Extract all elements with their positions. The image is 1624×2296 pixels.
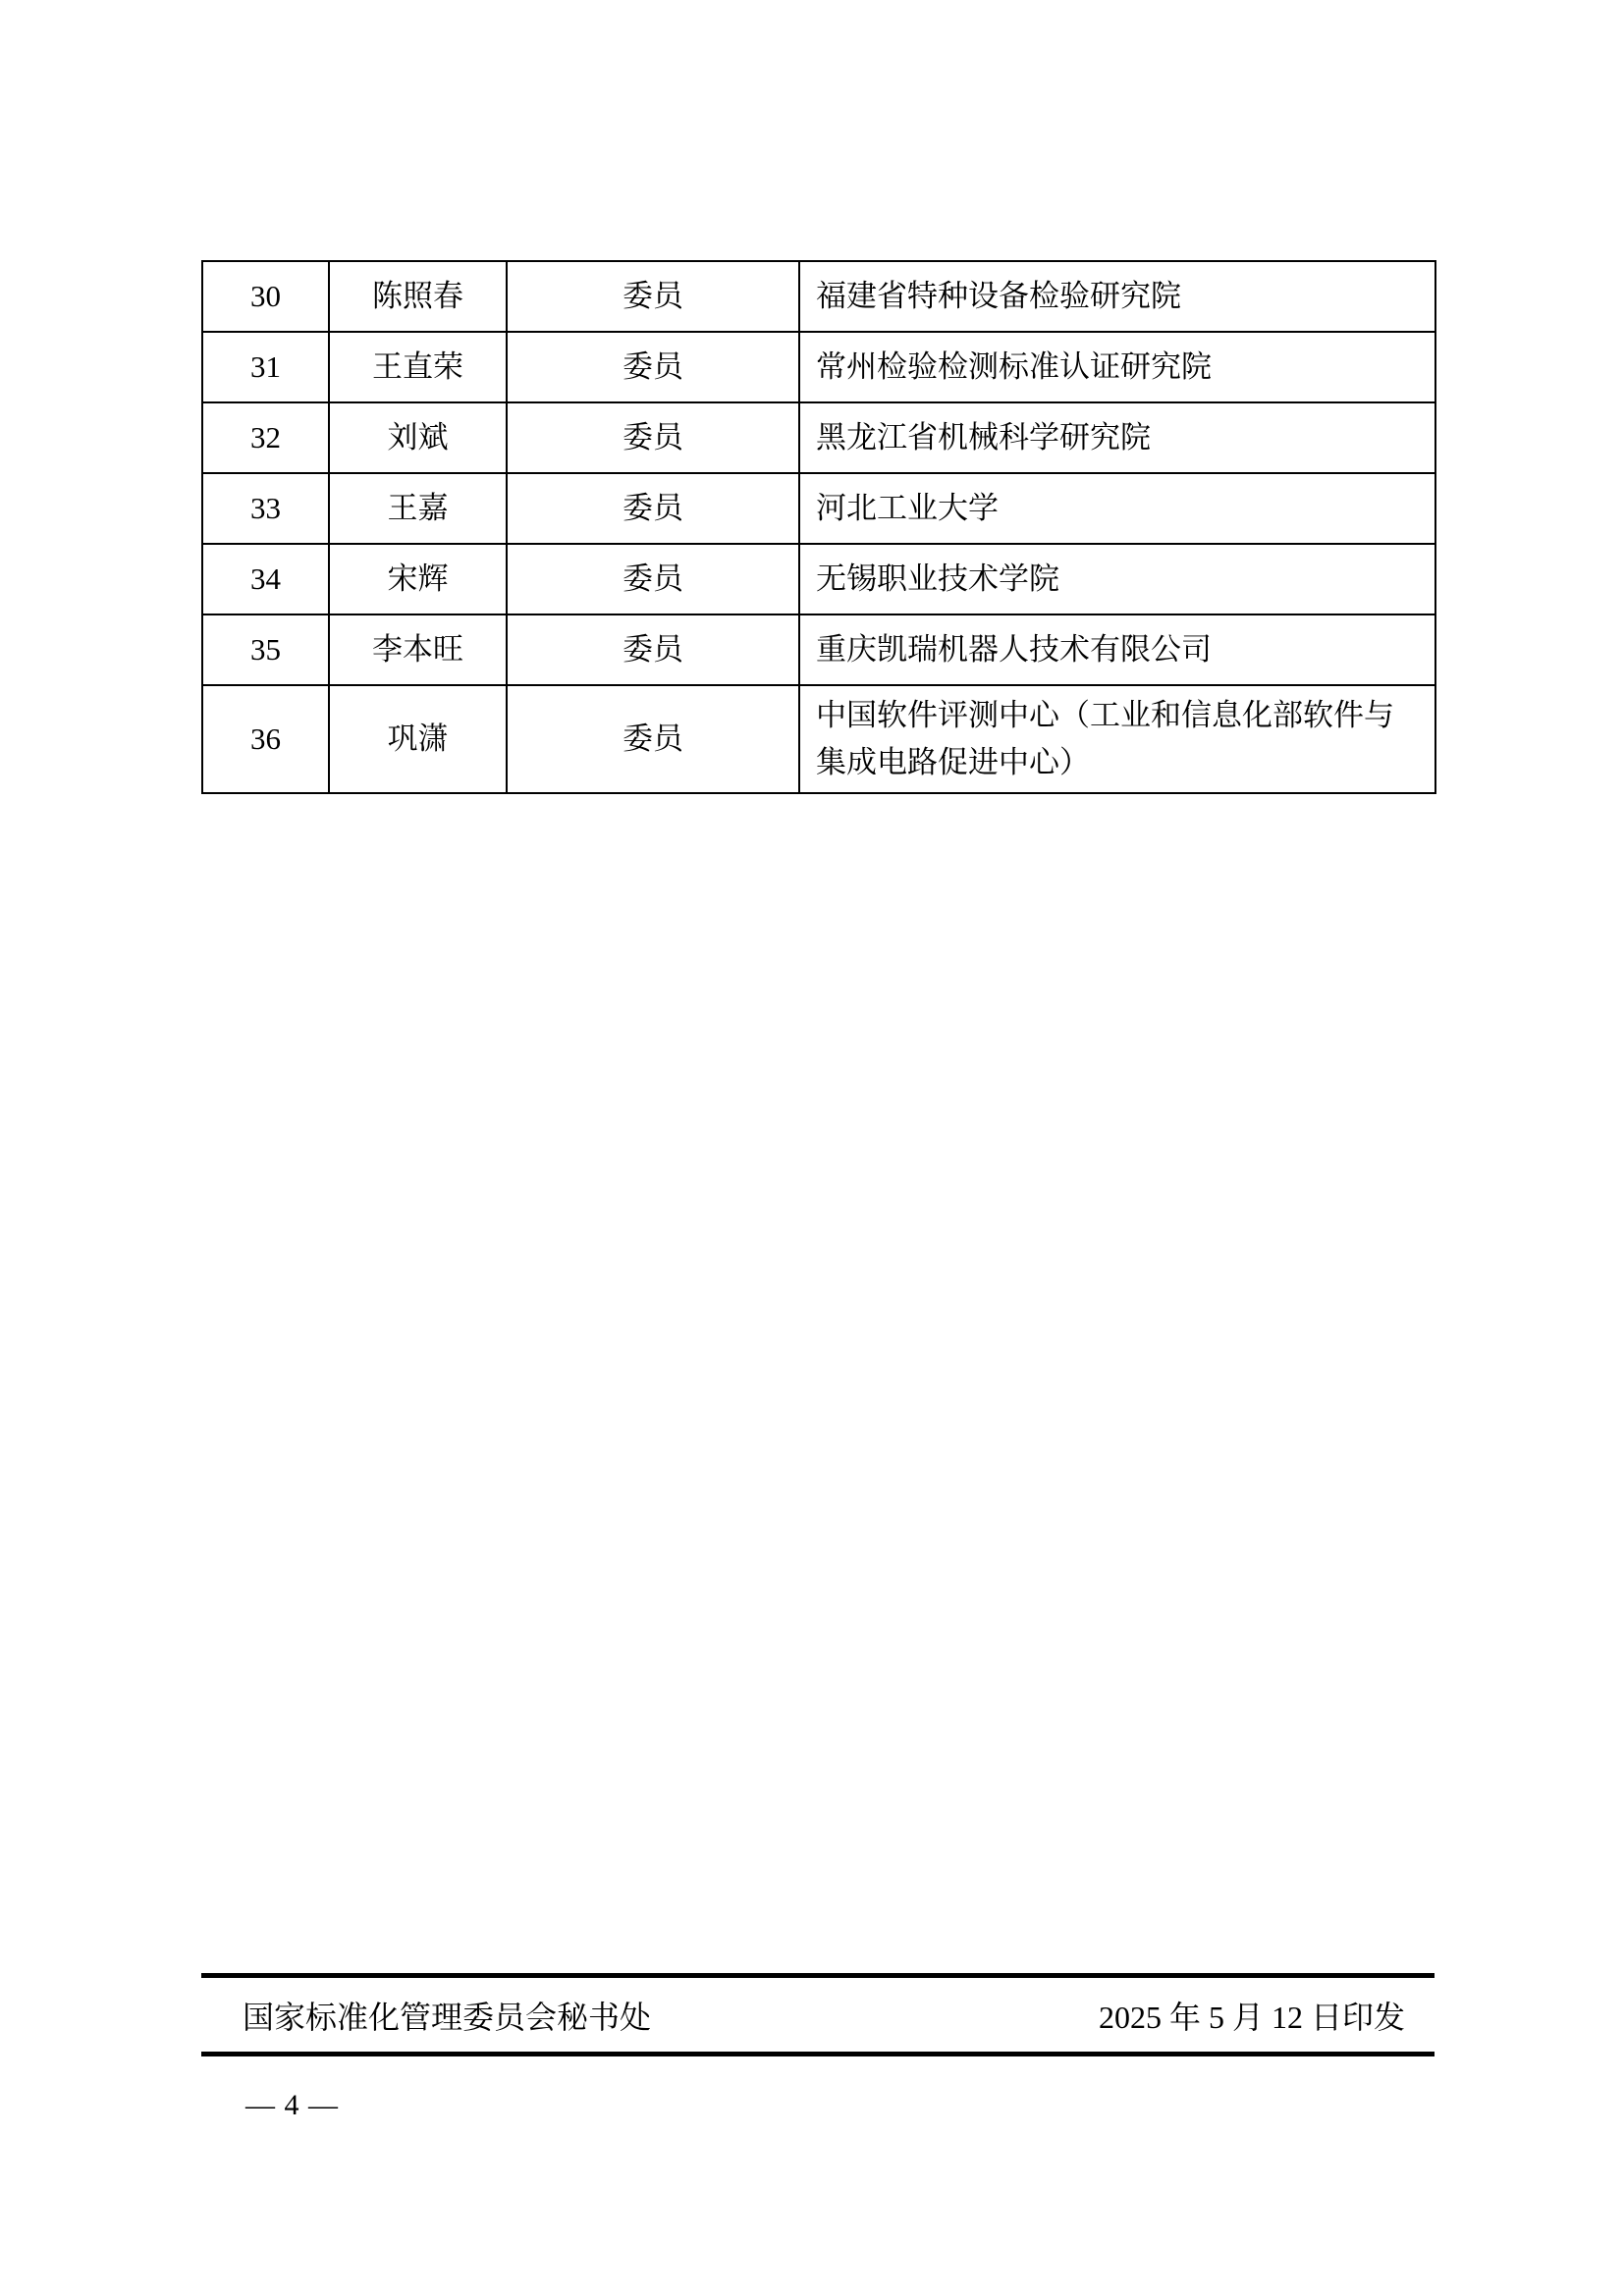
cell-role: 委员 xyxy=(507,473,799,544)
cell-role: 委员 xyxy=(507,614,799,685)
cell-name: 王直荣 xyxy=(329,332,507,402)
table-row xyxy=(202,332,1435,402)
table-row xyxy=(202,402,1435,473)
table-row xyxy=(202,473,1435,544)
cell-organization: 黑龙江省机械科学研究院 xyxy=(799,402,1435,473)
cell-number: 30 xyxy=(202,261,329,332)
cell-role: 委员 xyxy=(507,685,799,793)
cell-number: 32 xyxy=(202,402,329,473)
cell-organization: 无锡职业技术学院 xyxy=(799,544,1435,614)
page-number: — 4 — xyxy=(245,2089,339,2121)
cell-name: 宋辉 xyxy=(329,544,507,614)
table-row xyxy=(202,261,1435,332)
cell-name: 陈照春 xyxy=(329,261,507,332)
cell-role: 委员 xyxy=(507,261,799,332)
cell-number: 31 xyxy=(202,332,329,402)
cell-role: 委员 xyxy=(507,402,799,473)
cell-organization: 常州检验检测标准认证研究院 xyxy=(799,332,1435,402)
cell-name: 巩潇 xyxy=(329,685,507,793)
cell-organization: 重庆凯瑞机器人技术有限公司 xyxy=(799,614,1435,685)
table-row xyxy=(202,685,1435,793)
document-footer xyxy=(201,1973,1435,2056)
cell-organization: 河北工业大学 xyxy=(799,473,1435,544)
cell-number: 35 xyxy=(202,614,329,685)
cell-number: 36 xyxy=(202,685,329,793)
print-date-label: 2025 年 5 月 12 日印发 xyxy=(1098,1999,1405,2035)
cell-name: 刘斌 xyxy=(329,402,507,473)
cell-organization: 中国软件评测中心（工业和信息化部软件与集成电路促进中心） xyxy=(799,685,1435,793)
cell-number: 33 xyxy=(202,473,329,544)
cell-organization: 福建省特种设备检验研究院 xyxy=(799,261,1435,332)
table-row xyxy=(202,544,1435,614)
footer-row xyxy=(201,1978,1435,2052)
table-row xyxy=(202,614,1435,685)
cell-number: 34 xyxy=(202,544,329,614)
cell-name: 王嘉 xyxy=(329,473,507,544)
committee-table xyxy=(201,260,1436,794)
cell-name: 李本旺 xyxy=(329,614,507,685)
issuer-label: 国家标准化管理委员会秘书处 xyxy=(243,1999,652,2035)
cell-role: 委员 xyxy=(507,544,799,614)
cell-role: 委员 xyxy=(507,332,799,402)
